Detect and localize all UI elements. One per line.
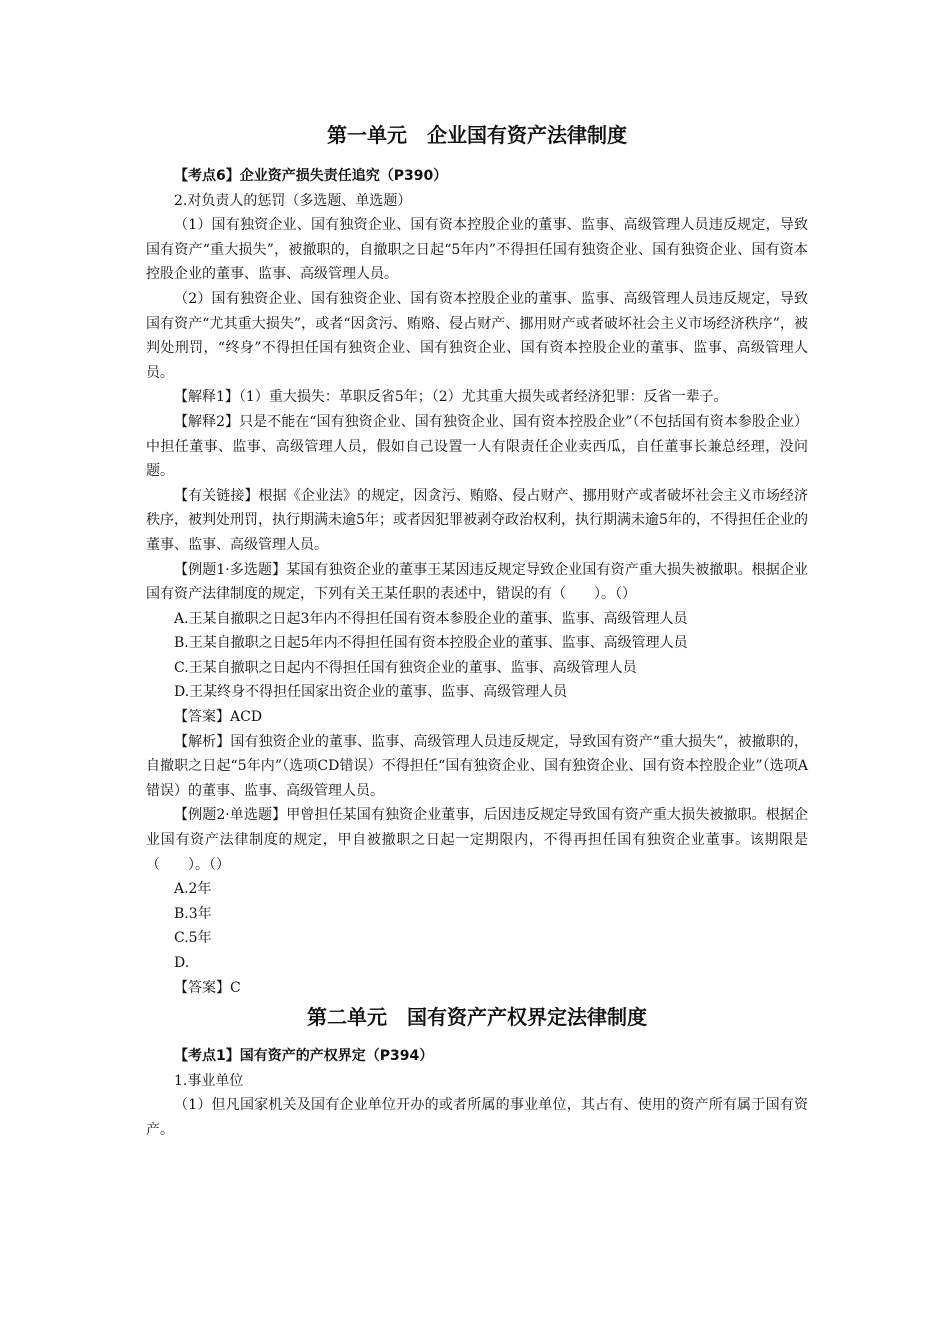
example2-option-c: C.5年 (174, 930, 212, 947)
example2-option-a: A.2年 (174, 881, 212, 898)
example1-option-a: A.王某自撤职之日起3年内不得担任国有资本参股企业的董事、监事、高级管理人员 (174, 610, 688, 627)
example1-option-d: D.王某终身不得担任国家出资企业的董事、监事、高级管理人员 (174, 684, 568, 701)
document-page (146, 110, 808, 1143)
example2-question: 【例题2·单选题】甲曾担任某国有独资企业董事，后因违反规定导致国有资产重大损失被撤职。根据企业国有资产法律制度的规定，甲自被撤职之日起一定期限内，不得再担任国有独资企业董事。该期限是（ ）。（） (146, 807, 808, 873)
example2-answer: 【答案】C (174, 979, 241, 996)
unit2-title: 第二单元 国有资产产权界定法律制度 (307, 1005, 647, 1030)
example1-option-c: C.王某自撤职之日起内不得担任国有独资企业的董事、监事、高级管理人员 (174, 659, 637, 676)
example1-question: 【例题1·多选题】某国有独资企业的董事王某因违反规定导致企业国有资产重大损失被撤职。根据企业国有资产法律制度的规定，下列有关王某任职的表述中，错误的有（ ）。（） (146, 561, 808, 603)
paragraph-1: （1）国有独资企业、国有独资企业、国有资本控股企业的董事、监事、高级管理人员违反规定，导致国有资产“重大损失”，被撤职的，自撤职之日起“5年内”不得担任国有独资企业、国有独资企业、国有资本控股企业的董事、监事、高级管理人员。 (146, 217, 808, 283)
explanation-2: 【解释2】只是不能在“国有独资企业、国有独资企业、国有资本控股企业”（不包括国有资本参股企业）中担任董事、监事、高级管理人员，假如自己设置一人有限责任企业卖西瓜，自任董事长兼总经理，没问题。 (146, 413, 808, 480)
unit2-paragraph-1: （1）但凡国家机关及国有企业单位开办的或者所属的事业单位，其占有、使用的资产所有属于国有资产。 (146, 1097, 808, 1138)
related-link: 【有关链接】根据《企业法》的规定，因贪污、贿赂、侵占财产、挪用财产或者破坏社会主义市场经济秩序，被判处刑罚，执行期满未逾5年；或者因犯罪被剥夺政治权利，执行期满未逾5年的，不得担任企业的董事、监事、高级管理人员。 (146, 487, 808, 553)
example1-option-b: B.王某自撤职之日起5年内不得担任国有资本控股企业的董事、监事、高级管理人员 (174, 635, 688, 652)
example1-answer: 【答案】ACD (174, 709, 263, 726)
explanation-1: 【解释1】（1）重大损失：革职反省5年；（2）尤其重大损失或者经济犯罪：反省一辈子。 (174, 389, 728, 406)
item2-heading: 2.对负责人的惩罚（多选题、单选题） (174, 192, 412, 209)
item1-heading: 1.事业单位 (174, 1072, 244, 1089)
paragraph-2: （2）国有独资企业、国有独资企业、国有资本控股企业的董事、监事、高级管理人员违反规定，导致国有资产“尤其重大损失”，或者“因贪污、贿赂、侵占财产、挪用财产或者破坏社会主义市场经济秩序”，被判处刑罚，“终身”不得担任国有独资企业、国有独资企业、国有资本控股企业的董事、监事、高级管理人员。 (146, 290, 808, 381)
example1-analysis: 【解析】国有独资企业的董事、监事、高级管理人员违反规定，导致国有资产“重大损失”，被撤职的，自撤职之日起“5年内”（选项CD错误）不得担任“国有独资企业、国有独资企业、国有资本控股企业”（选项A错误）的董事、监事、高级管理人员。 (146, 733, 808, 799)
kp1-heading: 【考点1】国有资产的产权界定（P394） (174, 1048, 434, 1065)
unit1-title: 第一单元 企业国有资产法律制度 (327, 123, 627, 147)
kp6-heading: 【考点6】企业资产损失责任追究（P390） (174, 168, 448, 184)
example2-option-d: D. (174, 955, 190, 971)
example2-option-b: B.3年 (174, 905, 212, 922)
